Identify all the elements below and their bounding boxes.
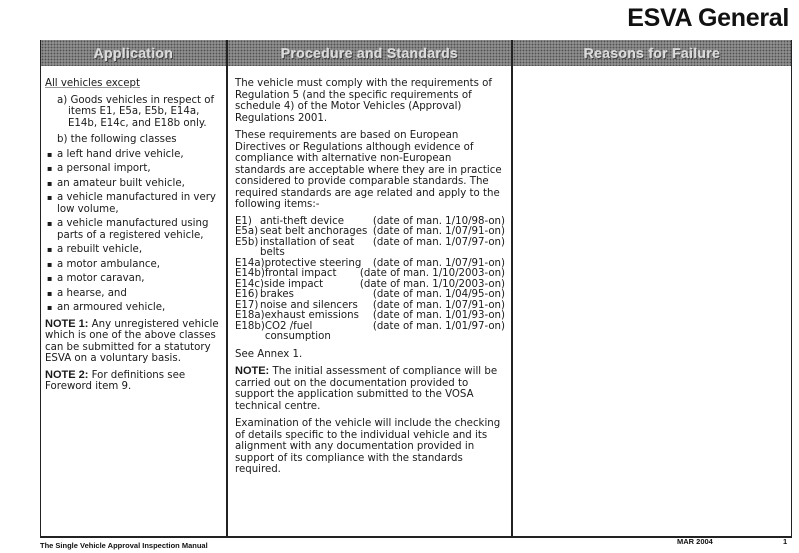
annex-reference: See Annex 1. (235, 348, 303, 360)
note-1-label: NOTE 1: (45, 317, 89, 330)
bullet-icon: ▪ (47, 178, 53, 188)
table-row: E18a) exhaust emissions (date of man. 1/01/93-on) (235, 310, 505, 321)
bullet-icon: ▪ (47, 245, 53, 254)
list-item: ▪ a vehicle manufactured in very low volume, (47, 192, 216, 215)
table-row: E14b) frontal impact (date of man. 1/10/2003-on) (235, 268, 505, 279)
goods-line: E14b, E14c, and E18b only. (68, 117, 207, 129)
header-procedure-and-standards: Procedure and Standards (228, 40, 511, 66)
note-2-text: For definitions see Foreword item 9. (45, 369, 186, 392)
procedure-column (235, 78, 505, 482)
table-row: E5b) installation of seat belts (date of man. 1/07/97-on) (235, 236, 505, 258)
list-item: ▪ a left hand drive vehicle, (47, 148, 184, 160)
list-item: ▪ a vehicle manufactured using parts of a registered vehicle, (47, 218, 209, 241)
bullet-icon: ▪ (47, 259, 53, 269)
bullet-icon: ▪ (47, 274, 53, 283)
footer-manual-title: The Single Vehicle Approval Inspection Manual (40, 541, 208, 550)
bullet-icon: ▪ (47, 288, 53, 298)
table-row: E14c) side impact (date of man. 1/10/2003-on) (235, 278, 505, 290)
table-row: E5a) seat belt anchorages (date of man. 1/07/91-on) (235, 226, 505, 237)
table-row: E14a) protective steering (date of man. 1/07/91-on) (235, 257, 505, 269)
list-item: ▪ a rebuilt vehicle, (47, 244, 143, 255)
bullet-icon: ▪ (47, 164, 53, 173)
table-header-row (41, 40, 791, 66)
table-row: E17) noise and silencers (date of man. 1/07/91-on) (235, 299, 505, 311)
header-application: Application (41, 40, 226, 66)
bullet-icon: ▪ (47, 193, 53, 202)
table-row: E18b) CO2 /fuel consumption (date of man. 1/01/97-on) (235, 320, 505, 342)
all-vehicles-heading: All vehicles except (45, 78, 140, 89)
standards-item-list (235, 217, 505, 343)
procedure-note-text: The initial assessment of compliance will be carried out on the documentation provided to support the application submitted to the VOSA technical centre. (235, 366, 498, 412)
note-2 (45, 370, 228, 393)
note-1 (45, 319, 228, 365)
goods-line: items E1, E5a, E5b, E14a, (68, 106, 200, 117)
list-item: ▪ a personal import, (47, 163, 151, 174)
procedure-note (235, 366, 505, 412)
bullet-icon: ▪ (47, 149, 53, 159)
bullet-icon: ▪ (47, 219, 53, 228)
list-item: ▪ a motor caravan, (47, 273, 145, 284)
following-classes-clause: b) the following classes (57, 134, 177, 145)
footer-page-number: 1 (783, 537, 788, 546)
list-item: ▪ a motor ambulance, (47, 258, 161, 270)
column-divider (511, 40, 513, 537)
page-title: ESVA General (627, 4, 789, 32)
footer-date: MAR 2004 (677, 537, 713, 546)
table-row: E16) brakes (date of man. 1/04/95-on) (235, 289, 505, 300)
goods-line: a) Goods vehicles in respect of (57, 94, 215, 106)
vehicle-class-list (45, 149, 228, 314)
procedure-note-label: NOTE: (235, 365, 270, 377)
application-column (45, 78, 228, 393)
procedure-paragraph-2: These requirements are based on European Directives or Regulations although evidence of compliance with alternative non-European standards are acceptable where they are in practice considered to provide comparable standards. The required standards are age related and apply to the following items:- (235, 130, 502, 210)
note-2-label: NOTE 2: (45, 368, 89, 381)
list-item: ▪ an armoured vehicle, (47, 302, 166, 313)
procedure-paragraph-1: The vehicle must comply with the requirements of Regulation 5 (and the specific requirements of schedule 4) of the Motor Vehicles (Approval) Regulations 2001. (235, 78, 492, 124)
list-item: ▪ an amateur built vehicle, (47, 177, 185, 189)
bullet-icon: ▪ (47, 303, 53, 312)
header-reasons-for-failure: Reasons for Failure (513, 40, 791, 66)
procedure-paragraph-3: Examination of the vehicle will include the checking of details specific to the individual vehicle and its alignment with any documentation provided in support of its compliance with the standards required. (235, 418, 501, 475)
table-row: E1) anti-theft device (date of man. 1/10/98-on) (235, 215, 505, 227)
list-item: ▪ a hearse, and (47, 287, 127, 299)
goods-vehicles-clause (45, 95, 228, 130)
note-1-text: Any unregistered vehicle which is one of the above classes can be submitted for a statutory ESVA on a voluntary basis. (45, 318, 219, 364)
